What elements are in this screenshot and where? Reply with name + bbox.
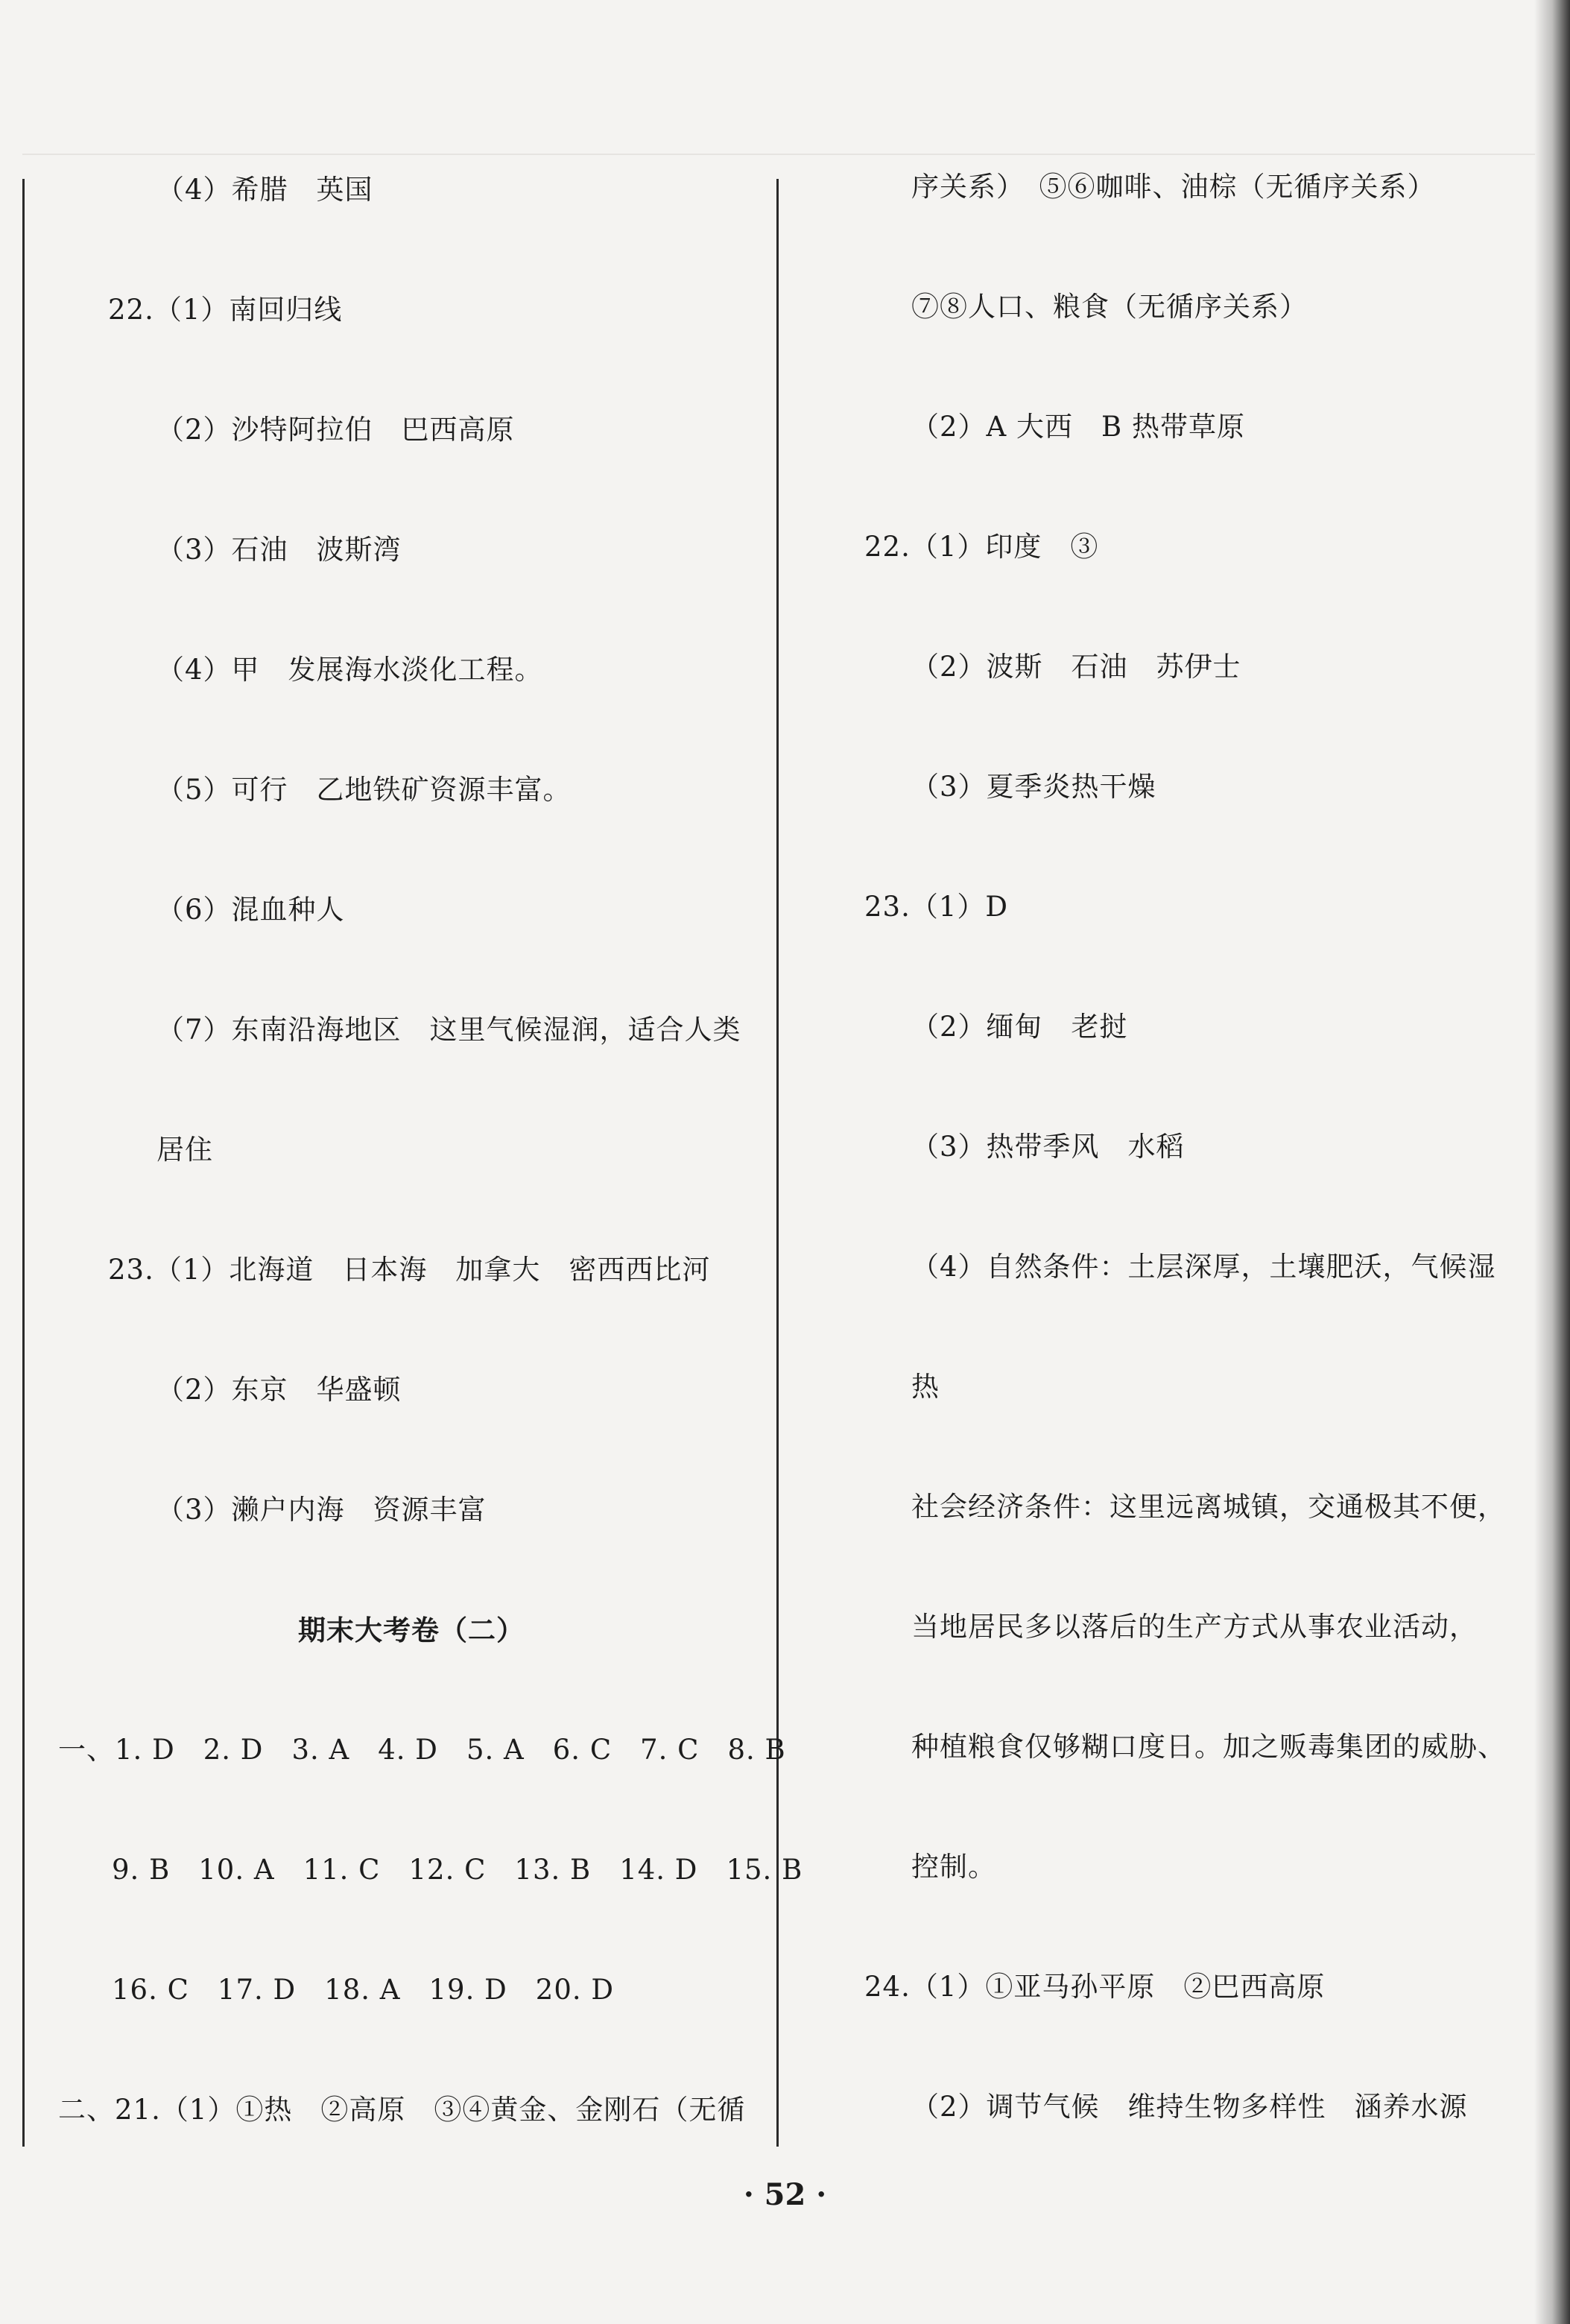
answer-line: 22.（1）印度 ③ [864,531,1099,563]
answer-line: 23.（1）D [864,891,1009,923]
answer-line: （3）热带季风 水稻 [911,1131,1185,1163]
answer-line: （6）混血种人 [156,894,345,926]
answer-line: （2）A 大西 B 热带草原 [911,411,1245,443]
answer-line: 一、1. D 2. D 3. A 4. D 5. A 6. C 7. C 8. B [58,1734,786,1766]
answer-line: （3）夏季炎热干燥 [911,771,1156,803]
answer-line: （5）可行 乙地铁矿资源丰富。 [156,774,572,806]
answer-line: 居住 [156,1134,213,1166]
page-edge-shadow [1534,0,1570,2324]
answer-line: （3）濑户内海 资源丰富 [156,1494,487,1526]
answer-line: 控制。 [911,1851,996,1883]
left-margin-rule [22,179,25,2147]
answer-line: 社会经济条件：这里远离城镇，交通极其不便， [911,1491,1506,1523]
answer-line: 种植粮食仅够糊口度日。加之贩毒集团的威胁、 [911,1731,1506,1763]
section-title: 期末大考卷（二） [298,1614,525,1646]
answer-line: 23.（1）北海道 日本海 加拿大 密西西比河 [108,1254,711,1286]
answer-line: （3）石油 波斯湾 [156,534,402,566]
answer-line: 16. C 17. D 18. A 19. D 20. D [112,1974,615,2006]
answer-line: （2）东京 华盛顿 [156,1374,402,1406]
answer-line: 热 [911,1371,940,1403]
answer-line: 9. B 10. A 11. C 12. C 13. B 14. D 15. B [112,1854,803,1886]
answer-line: （2）调节气候 维持生物多样性 涵养水源 [911,2091,1468,2123]
answer-line: （4）甲 发展海水淡化工程。 [156,654,543,686]
answer-line: （4）自然条件：土层深厚，土壤肥沃，气候湿 [911,1251,1496,1283]
answer-line: （2）缅甸 老挝 [911,1011,1128,1043]
answer-line: （4）希腊 英国 [156,174,373,206]
answer-line: （2）沙特阿拉伯 巴西高原 [156,414,515,446]
top-rule [22,154,1535,155]
page-number: · 52 · [743,2177,827,2212]
answer-line: （2）波斯 石油 苏伊士 [911,651,1241,683]
answer-line: 序关系） ⑤⑥咖啡、油棕（无循序关系） [911,171,1436,203]
answer-line: （7）东南沿海地区 这里气候湿润，适合人类 [156,1014,741,1046]
answer-line: 当地居民多以落后的生产方式从事农业活动， [911,1611,1478,1643]
answer-line: ⑦⑧人口、粮食（无循序关系） [911,291,1308,323]
answer-line: 22.（1）南回归线 [108,294,343,326]
answer-line: 24.（1）①亚马孙平原 ②巴西高原 [864,1971,1326,2003]
column-divider [776,179,779,2147]
answer-line: 二、21.（1）①热 ②高原 ③④黄金、金刚石（无循 [58,2094,746,2126]
